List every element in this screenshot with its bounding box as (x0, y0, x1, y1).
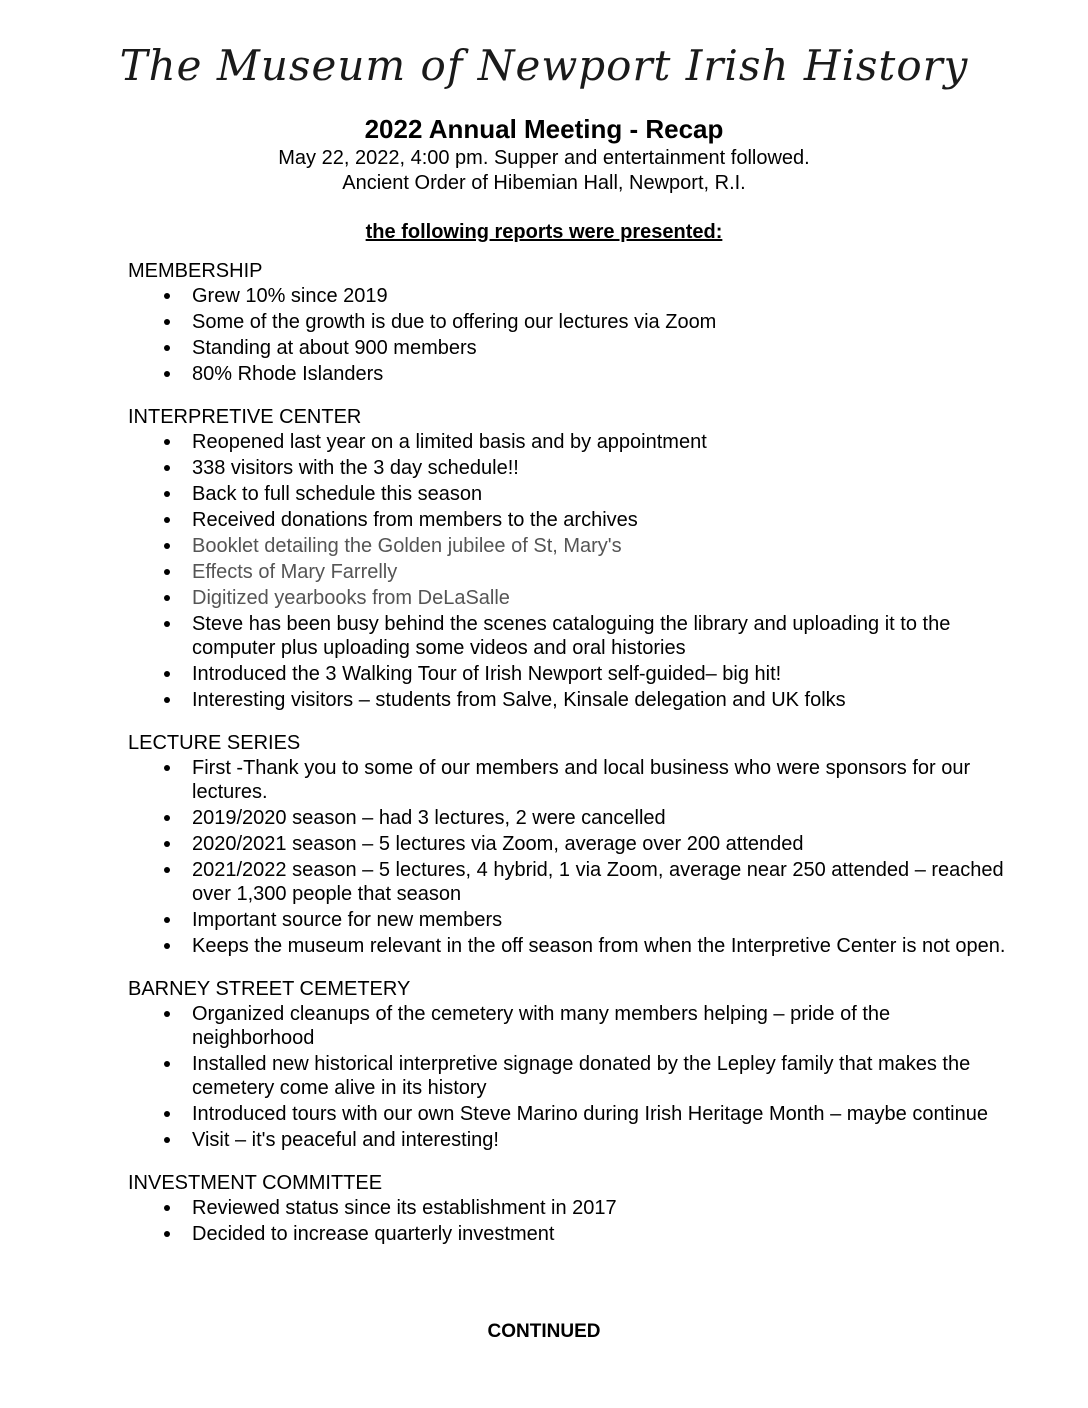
list-item: 2019/2020 season – had 3 lectures, 2 were cancelled (192, 806, 1008, 830)
list-item: 80% Rhode Islanders (192, 362, 1008, 386)
list-item: Grew 10% since 2019 (192, 284, 1008, 308)
bullet-list (128, 756, 1008, 958)
page-title: 2022 Annual Meeting - Recap (364, 114, 724, 144)
section-interpretive-center (128, 404, 1008, 712)
list-item: Booklet detailing the Golden jubilee of St, Mary's (192, 534, 1008, 558)
section-barney-street-cemetery (128, 976, 1008, 1152)
list-item: Visit – it's peaceful and interesting! (192, 1128, 1008, 1152)
list-item: Installed new historical interpretive signage donated by the Lepley family that makes the cemetery come alive in its history (192, 1052, 1008, 1100)
list-item: Reopened last year on a limited basis and by appointment (192, 430, 1008, 454)
list-item: Reviewed status since its establishment in 2017 (192, 1196, 1008, 1220)
list-item: Introduced the 3 Walking Tour of Irish Newport self-guided– big hit! (192, 662, 1008, 686)
section-heading: LECTURE SERIES (128, 732, 301, 754)
section-heading: BARNEY STREET CEMETERY (128, 978, 411, 1000)
section-lecture-series (128, 730, 1008, 958)
bullet-list (128, 430, 1008, 712)
report-content (128, 258, 1008, 1264)
section-heading: INVESTMENT COMMITTEE (128, 1172, 383, 1194)
list-item: Effects of Mary Farrelly (192, 560, 1008, 584)
bullet-list (128, 1002, 1008, 1152)
list-item: Digitized yearbooks from DeLaSalle (192, 586, 1008, 610)
section-heading: INTERPRETIVE CENTER (128, 406, 362, 428)
list-item: Standing at about 900 members (192, 336, 1008, 360)
list-item: Steve has been busy behind the scenes cataloguing the library and uploading it to the computer plus uploading some videos and oral histories (192, 612, 1008, 660)
list-item: Important source for new members (192, 908, 1008, 932)
list-item: 2021/2022 season – 5 lectures, 4 hybrid, 1 via Zoom, average near 250 attended – reached over 1,300 people that season (192, 858, 1008, 906)
list-item: Introduced tours with our own Steve Marino during Irish Heritage Month – maybe continue (192, 1102, 1008, 1126)
reports-intro: the following reports were presented: (365, 221, 723, 243)
list-item: First -Thank you to some of our members and local business who were sponsors for our lectures. (192, 756, 1008, 804)
list-item: Some of the growth is due to offering our lectures via Zoom (192, 310, 1008, 334)
bullet-list (128, 1196, 1008, 1246)
continued-footer: CONTINUED (487, 1321, 601, 1342)
section-membership (128, 258, 1008, 386)
list-item: Back to full schedule this season (192, 482, 1008, 506)
section-heading: MEMBERSHIP (128, 260, 263, 282)
list-item: Keeps the museum relevant in the off season from when the Interpretive Center is not open. (192, 934, 1008, 958)
list-item: 2020/2021 season – 5 lectures via Zoom, average over 200 attended (192, 832, 1008, 856)
meeting-location-line: Ancient Order of Hibemian Hall, Newport, R.I. (342, 172, 746, 194)
list-item: Organized cleanups of the cemetery with many members helping – pride of the neighborhood (192, 1002, 1008, 1050)
museum-masthead: The Museum of Newport Irish History (119, 41, 969, 90)
list-item: Interesting visitors – students from Salve, Kinsale delegation and UK folks (192, 688, 1008, 712)
bullet-list (128, 284, 1008, 386)
list-item: Received donations from members to the archives (192, 508, 1008, 532)
list-item: Decided to increase quarterly investment (192, 1222, 1008, 1246)
list-item: 338 visitors with the 3 day schedule!! (192, 456, 1008, 480)
section-investment-committee (128, 1170, 1008, 1246)
meeting-date-line: May 22, 2022, 4:00 pm. Supper and entertainment followed. (278, 147, 810, 169)
